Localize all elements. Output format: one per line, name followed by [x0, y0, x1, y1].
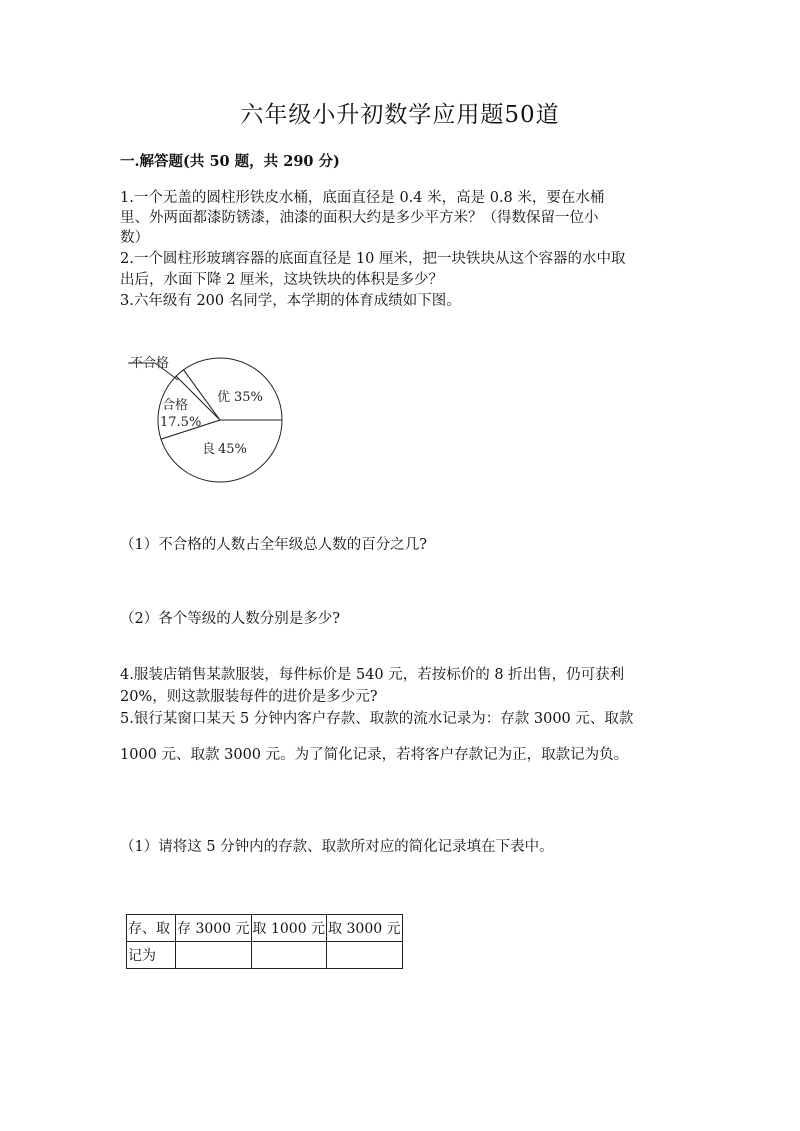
table-cell: 存 3000 元 — [176, 915, 252, 942]
table-cell: 记为 — [127, 942, 176, 969]
q3-sub-1: （1）不合格的人数占全年级总人数的百分之几? — [120, 537, 427, 553]
q1-line-3: 数） — [120, 230, 149, 246]
q2-line-2: 出后，水面下降 2 厘米，这块铁块的体积是多少？ — [120, 272, 443, 288]
pie-chart — [120, 340, 300, 490]
table-row — [127, 915, 403, 942]
q3-line: 3.六年级有 200 名同学，本学期的体育成绩如下图。 — [120, 293, 461, 309]
label-pass-percent: 17.5% — [160, 415, 202, 430]
q1-line-1: 1.一个无盖的圆柱形铁皮水桶，底面直径是 0.4 米，高是 0.8 米，要在水桶 — [120, 190, 605, 206]
q4-line-1: 4.服装店销售某款服装，每件标价是 540 元，若按标价的 8 折出售，仍可获利 — [120, 667, 625, 683]
q4-line-2: 20%，则这款服装每件的进价是多少元? — [120, 689, 378, 705]
answer-cell[interactable] — [327, 942, 403, 969]
label-excellent: 优 — [217, 390, 231, 405]
q3-sub-2: （2）各个等级的人数分别是多少? — [120, 611, 340, 627]
label-excellent-percent: 35% — [234, 390, 263, 405]
page-title: 六年级小升初数学应用题50道 — [240, 102, 560, 128]
table-cell: 取 3000 元 — [327, 915, 403, 942]
q1-line-2: 里、外两面都漆防锈漆，油漆的面积大约是多少平方米？（得数保留一位小 — [120, 210, 599, 226]
answer-cell[interactable] — [176, 942, 252, 969]
record-table — [126, 914, 403, 969]
label-pass: 合格 — [162, 398, 189, 413]
label-good-percent: 45% — [218, 442, 247, 457]
table-cell: 取 1000 元 — [251, 915, 327, 942]
q5-line-2: 1000 元、取款 3000 元。为了简化记录，若将客户存款记为正，取款记为负。 — [120, 747, 629, 763]
q2-line-1: 2.一个圆柱形玻璃容器的底面直径是 10 厘米，把一块铁块从这个容器的水中取 — [120, 251, 626, 267]
q5-sub-1: （1）请将这 5 分钟内的存款、取款所对应的简化记录填在下表中。 — [120, 839, 554, 855]
label-good: 良 — [202, 442, 216, 457]
label-not-qualified: 不合格 — [130, 356, 170, 371]
q5-line-1: 5.银行某窗口某天 5 分钟内客户存款、取款的流水记录为：存款 3000 元、取款 — [120, 711, 634, 727]
section-heading: 一.解答题(共 50 题，共 290 分) — [120, 153, 340, 170]
table-cell: 存、取 — [127, 915, 176, 942]
table-row — [127, 942, 403, 969]
answer-cell[interactable] — [251, 942, 327, 969]
